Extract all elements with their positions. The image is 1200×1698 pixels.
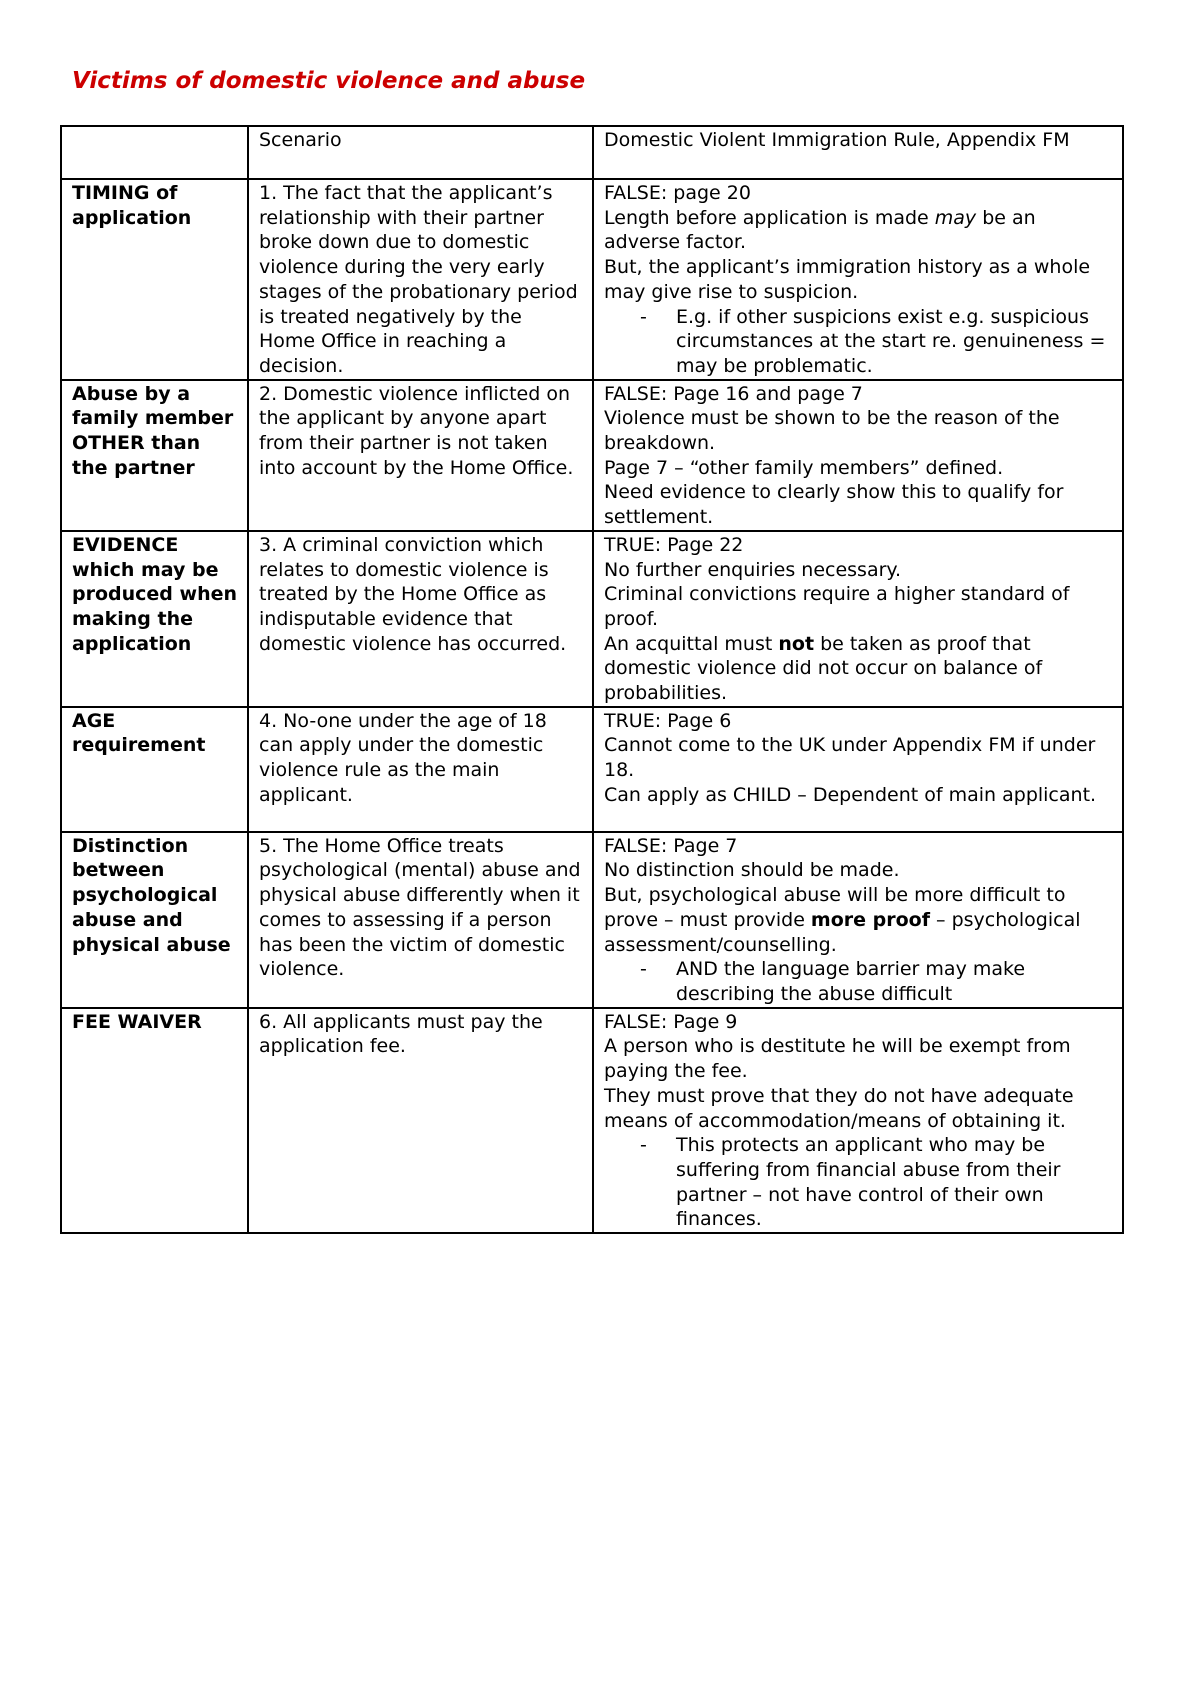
category-cell: EVIDENCE which may be produced when making the application [61,531,248,707]
verdict-text: FALSE: Page 16 and page 7 [604,382,863,405]
category-cell: FEE WAIVER [61,1008,248,1233]
table-header-row [61,126,1123,179]
rule-line: Length before application is made may be an adverse factor. [604,206,1036,254]
rule-line: Page 7 – “other family members” defined. [604,456,1004,479]
verdict-text: FALSE: Page 7 [604,834,738,857]
dash-marker: - [640,958,647,981]
rule-line: Need evidence to clearly show this to qualify for settlement. [604,481,1064,529]
dash-marker: - [640,1134,647,1157]
verdict-text: TRUE: Page 6 [604,709,732,732]
scenario-cell: 2. Domestic violence inflicted on the applicant by anyone apart from their partner is not taken into account by the Home Office. [248,380,593,531]
rule-line: But, psychological abuse will be more difficult to prove – must provide more proof – psychological assessment/counselling. [604,884,1081,956]
header-scenario-cell: Scenario [248,126,593,179]
category-cell: AGE requirement [61,707,248,832]
category-cell: Abuse by a family member OTHER than the partner [61,380,248,531]
header-category-cell [61,126,248,179]
rule-line: No distinction should be made. [604,859,900,882]
verdict-text: FALSE: Page 9 [604,1010,738,1033]
scenario-cell: 6. All applicants must pay the application fee. [248,1008,593,1233]
rule-cell [593,1008,1123,1233]
bullet-list [604,305,1112,379]
rule-line: A person who is destitute he will be exempt from paying the fee. [604,1035,1071,1083]
table-row [61,179,1123,380]
table-row [61,832,1123,1008]
bullet-item: - This protects an applicant who may be suffering from financial abuse from their partner – not have control of their own finances. [640,1134,1061,1231]
rule-line: No further enquiries necessary. [604,558,901,581]
table-row [61,531,1123,707]
category-cell: Distinction between psychological abuse and physical abuse [61,832,248,1008]
rule-cell [593,832,1123,1008]
rule-cell [593,179,1123,380]
scenario-cell: 3. A criminal conviction which relates to domestic violence is treated by the Home Office as indisputable evidence that domestic violence has occurred. [248,531,593,707]
header-rule-cell: Domestic Violent Immigration Rule, Appendix FM [593,126,1123,179]
rule-line: An acquittal must not be taken as proof that domestic violence did not occur on balance of probabilities. [604,632,1043,705]
scenario-cell: 5. The Home Office treats psychological (mental) abuse and physical abuse differently when it comes to assessing if a person has been the victim of domestic violence. [248,832,593,1008]
bullet-item: - AND the language barrier may make describing the abuse difficult [640,958,1026,1005]
rule-line: Can apply as CHILD – Dependent of main applicant. [604,783,1097,806]
scenario-cell: 4. No-one under the age of 18 can apply under the domestic violence rule as the main applicant. [248,707,593,832]
rule-line: Criminal convictions require a higher standard of proof. [604,583,1070,630]
table-row [61,707,1123,832]
bullet-list [604,1133,1112,1232]
rule-line: Cannot come to the UK under Appendix FM if under 18. [604,734,1096,782]
rule-line: But, the applicant’s immigration history as a whole may give rise to suspicion. [604,256,1091,303]
scenario-cell: 1. The fact that the applicant’s relationship with their partner broke down due to domestic violence during the very early stages of the probationary period is treated negatively by the Home Office in reaching a decision. [248,179,593,380]
verdict-text: FALSE: page 20 [604,182,751,204]
category-cell: TIMING of application [61,179,248,380]
rule-cell [593,707,1123,832]
table-row [61,380,1123,531]
bullet-item: - E.g. if other suspicions exist e.g. suspicious circumstances at the start re. genuineness = may be problematic. [640,305,1106,377]
rule-cell [593,380,1123,531]
rule-line: Violence must be shown to be the reason of the breakdown. [604,407,1060,455]
table-row [61,1008,1123,1233]
bullet-list [604,957,1112,1006]
dash-marker: - [640,305,647,328]
verdict-text: TRUE: Page 22 [604,533,744,556]
rule-cell [593,531,1123,707]
scenario-table [60,125,1124,1234]
rule-line: They must prove that they do not have adequate means of accommodation/means of obtaining it. [604,1084,1074,1132]
page-title: Victims of domestic violence and abuse [72,68,586,94]
